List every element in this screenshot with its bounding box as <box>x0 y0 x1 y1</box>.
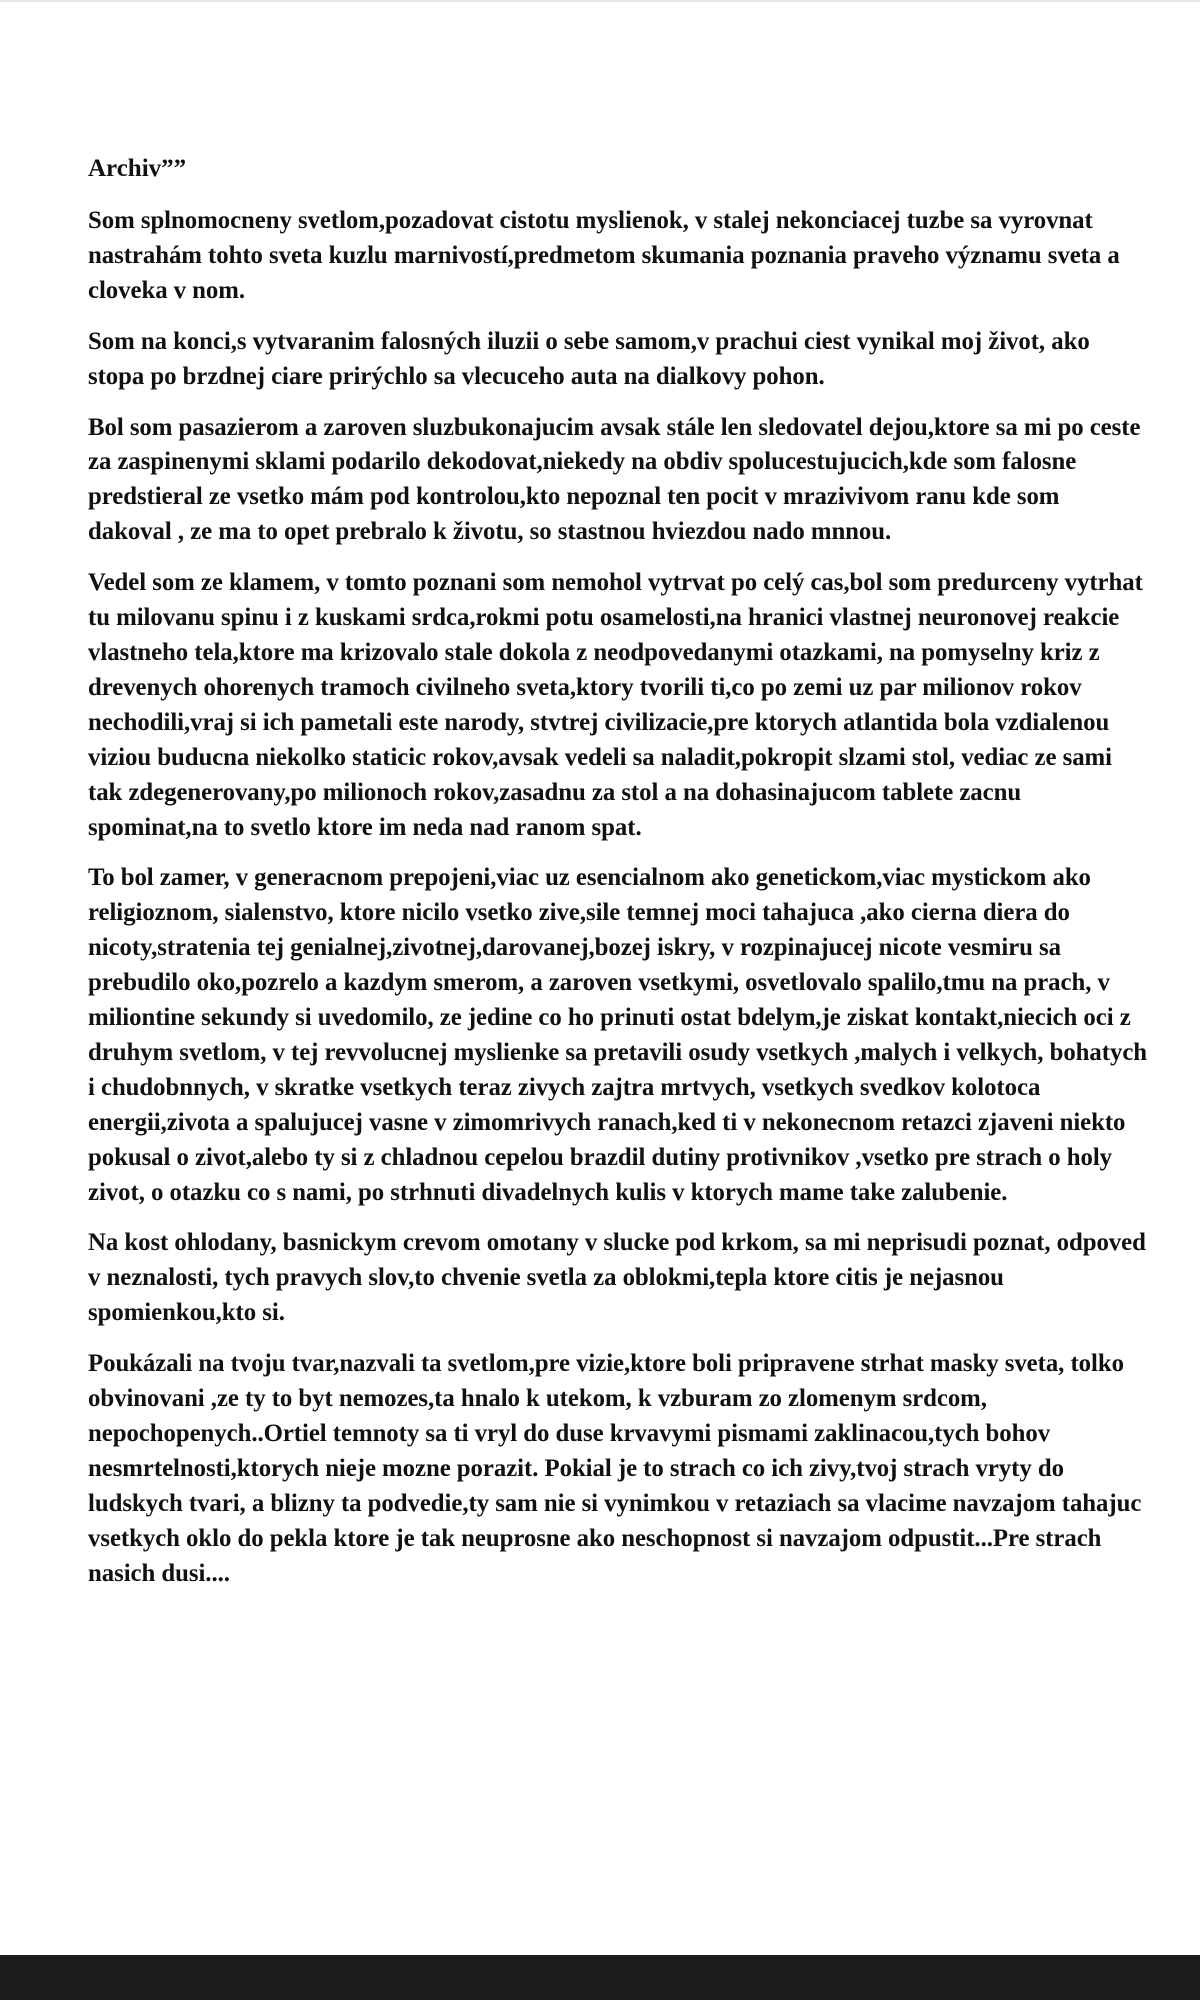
paragraph-7: Poukázali na tvoju tvar,nazvali ta svetlom,pre vizie,ktore boli pripravene strhat masky sveta, tolko obvinovani ,ze ty to byt nemozes,ta hnalo k utekom, k vzburam zo zlomenym srdcom, nepochopenych..Ortiel temnoty sa ti vryl do duse krvavymi pismami zaklinacou,tych bohov nesmrtelnosti,ktorych nieje mozne porazit. Pokial je to strach co ich zivy,tvoj strach vryty do ludskych tvari, a blizny ta podvedie,ty sam nie si vynimkou v retaziach sa vlacime navzajom tahajuc vsetkych oklo do pekla ktore je tak neuprosne ako neschopnost si navzajom odpustit...Pre strach nasich dusi.... <box>88 1350 1142 1587</box>
paragraph-1: Som splnomocneny svetlom,pozadovat cistotu myslienok, v stalej nekonciacej tuzbe sa vyrovnat nastrahám tohto sveta kuzlu marnivostí,predmetom skumania poznania praveho významu sveta a cloveka v nom. <box>88 207 1120 304</box>
bottom-bar <box>0 1955 1200 2000</box>
paragraph-2: Som na konci,s vytvaranim falosných iluzii o sebe samom,v prachui ciest vynikal moj život, ako stopa po brzdnej ciare prirýchlo sa vlecuceho auta na dialkovy pohon. <box>88 327 1090 390</box>
paragraph-3: Bol som pasazierom a zaroven sluzbukonajucim avsak stále len sledovatel dejou,ktore sa mi po ceste za zaspinenymi sklami podarilo dekodovat,niekedy na obdiv spolucestujucich,kde som falosne predstieral ze vsetko mám pod kontrolou,kto nepoznal ten pocit v mrazivivom ranu kde som dakoval , ze ma to opet prebralo k životu, so stastnou hviezdou nado mnnou. <box>88 413 1141 546</box>
document-title: Archiv”” <box>88 155 187 182</box>
paragraph-6: Na kost ohlodany, basnickym crevom omotany v slucke pod krkom, sa mi neprisudi poznat, odpoved v neznalosti, tych pravych slov,to chvenie svetla za oblokmi,tepla ktore citis je nejasnou spomienkou,kto si. <box>88 1229 1146 1327</box>
document-page <box>88 152 1148 1608</box>
paragraph-5: To bol zamer, v generacnom prepojeni,viac uz esencialnom ako genetickom,viac mystickom ako religioznom, sialenstvo, ktore nicilo vsetko zive,sile temnej moci tahajuca ,ako cierna diera do nicoty,stratenia tej genialnej,zivotnej,darovanej,bozej iskry, v rozpinajucej nicote vesmiru sa prebudilo oko,pozrelo a kazdym smerom, a zaroven vsetkymi, osvetlovalo spalilo,tmu na prach, v miliontine sekundy si uvedomilo, ze jedine co ho prinuti ostat bdelym,je ziskat kontakt,niecich oci z druhym svetlom, v tej revvolucnej myslienke sa pretavili osudy vsetkych ,malych i velkych, bohatych i chudobnnych, v skratke vsetkych teraz zivych zajtra mrtvych, vsetkych svedkov kolotoca energii,zivota a spalujucej vasne v zimomrivych ranach,ked ti v nekonecnom retazci zjaveni niekto pokusal o zivot,alebo ty si z chladnou cepelou brazdil dutiny protivnikov ,vsetko pre strach o holy zivot, o otazku co s nami, po strhnuti divadelnych kulis v ktorych mame take zalubenie. <box>88 864 1148 1206</box>
top-divider <box>0 0 1200 2</box>
paragraph-4: Vedel som ze klamem, v tomto poznani som nemohol vytrvat po celý cas,bol som predurceny vytrhat tu milovanu spinu i z kuskami srdca,rokmi potu osamelosti,na hranici vlastnej neuronovej reakcie vlastneho tela,ktore ma krizovalo stale dokola z neodpovedanymi otazkami, na pomyselny kriz z drevenych ohorenych tramoch civilneho sveta,ktory tvorili ti,co po zemi uz par milionov rokov nechodili,vraj si ich pametali este narody, stvtrej civilizacie,pre ktorych atlantida bola vzdialenou viziou buducna niekolko staticic rokov,avsak vedeli sa naladit,pokropit slzami stol, vediac ze sami tak zdegenerovany,po milionoch rokov,zasadnu za stol a na dohasinajucom tablete zacnu spominat,na to svetlo ktore im neda nad ranom spat. <box>88 569 1143 841</box>
